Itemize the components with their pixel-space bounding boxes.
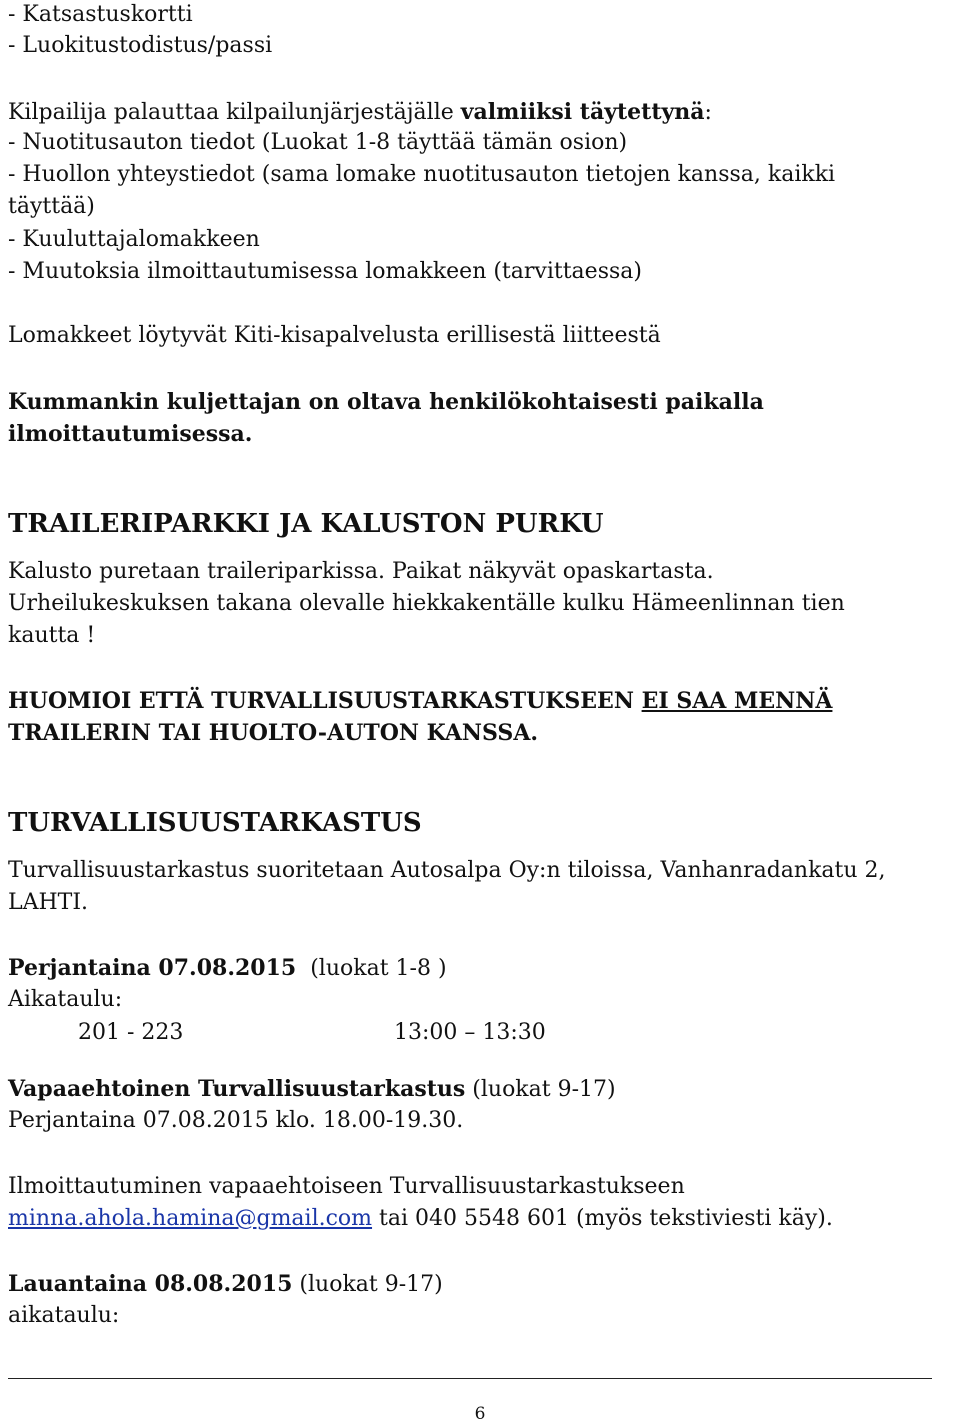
return-intro-suffix: :: [704, 100, 712, 125]
voluntary-title: Vapaaehtoinen Turvallisuustarkastus: [8, 1076, 466, 1102]
trailer-warning-prefix: HUOMIOI ETTÄ TURVALLISUUSTARKASTUKSEEN: [8, 688, 642, 714]
phone-text: tai 040 5548 601 (myös tekstiviesti käy).: [372, 1206, 833, 1231]
saturday-date: Lauantaina 08.08.2015: [8, 1271, 293, 1297]
return-item: täyttää): [8, 194, 95, 219]
voluntary-time: Perjantaina 07.08.2015 klo. 18.00-19.30.: [8, 1108, 464, 1133]
friday-date: Perjantaina 07.08.2015: [8, 955, 297, 981]
drivers-note-line1: Kummankin kuljettajan on oltava henkilökohtaisesti paikalla: [8, 389, 764, 415]
return-item: - Nuotitusauton tiedot (Luokat 1-8 täyttää tämän osion): [8, 130, 628, 155]
inspection-location-line2: LAHTI.: [8, 890, 89, 915]
inspection-location-line1: Turvallisuustarkastus suoritetaan Autosalpa Oy:n tiloissa, Vanhanradankatu 2,: [8, 858, 886, 883]
schedule-label: Aikataulu:: [8, 987, 123, 1012]
registration-line: Ilmoittautuminen vapaaehtoiseen Turvallisuustarkastukseen: [8, 1174, 685, 1199]
return-intro-bold: valmiiksi täytettynä: [460, 99, 705, 125]
trailer-heading: TRAILERIPARKKI JA KALUSTON PURKU: [8, 509, 604, 539]
return-item: - Kuuluttajalomakkeen: [8, 227, 260, 252]
return-item: - Muutoksia ilmoittautumisessa lomakkeen (tarvittaessa): [8, 259, 642, 284]
contact-line: [8, 1204, 833, 1234]
trailer-warning-line1: [8, 686, 832, 716]
doc-item-classification-passport: - Luokitustodistus/passi: [8, 33, 273, 58]
forms-note: Lomakkeet löytyvät Kiti-kisapalvelusta erillisestä liitteestä: [8, 323, 661, 348]
trailer-text-line2: Urheilukeskuksen takana olevalle hiekkakentälle kulku Hämeenlinnan tien: [8, 591, 845, 616]
friday-line: [8, 953, 447, 984]
saturday-classes: (luokat 9-17): [292, 1272, 443, 1297]
schedule-numbers: 201 - 223: [78, 1020, 184, 1045]
drivers-note-line2: ilmoittautumisessa.: [8, 421, 253, 447]
page-number: 6: [474, 1404, 486, 1424]
saturday-schedule-label: aikataulu:: [8, 1303, 120, 1328]
return-intro-prefix: Kilpailija palauttaa kilpailunjärjestäjälle: [8, 100, 461, 125]
trailer-warning-line2: TRAILERIN TAI HUOLTO-AUTON KANSSA.: [8, 720, 539, 746]
voluntary-line: [8, 1074, 616, 1105]
return-intro: [8, 97, 712, 128]
email-link[interactable]: minna.ahola.hamina@gmail.com: [8, 1206, 373, 1231]
trailer-text-line3: kautta !: [8, 623, 96, 648]
footer-divider: [8, 1378, 932, 1379]
trailer-warning-underlined: EI SAA MENNÄ: [641, 688, 833, 714]
inspection-heading: TURVALLISUUSTARKASTUS: [8, 808, 422, 838]
schedule-time: 13:00 – 13:30: [394, 1020, 546, 1045]
voluntary-classes: (luokat 9-17): [465, 1077, 616, 1102]
saturday-line: [8, 1269, 443, 1300]
doc-item-inspection-card: - Katsastuskortti: [8, 2, 193, 27]
return-item: - Huollon yhteystiedot (sama lomake nuotitusauton tietojen kanssa, kaikki: [8, 162, 836, 187]
trailer-text-line1: Kalusto puretaan traileriparkissa. Paikat näkyvät opaskartasta.: [8, 559, 714, 584]
friday-classes: (luokat 1-8 ): [310, 956, 447, 981]
